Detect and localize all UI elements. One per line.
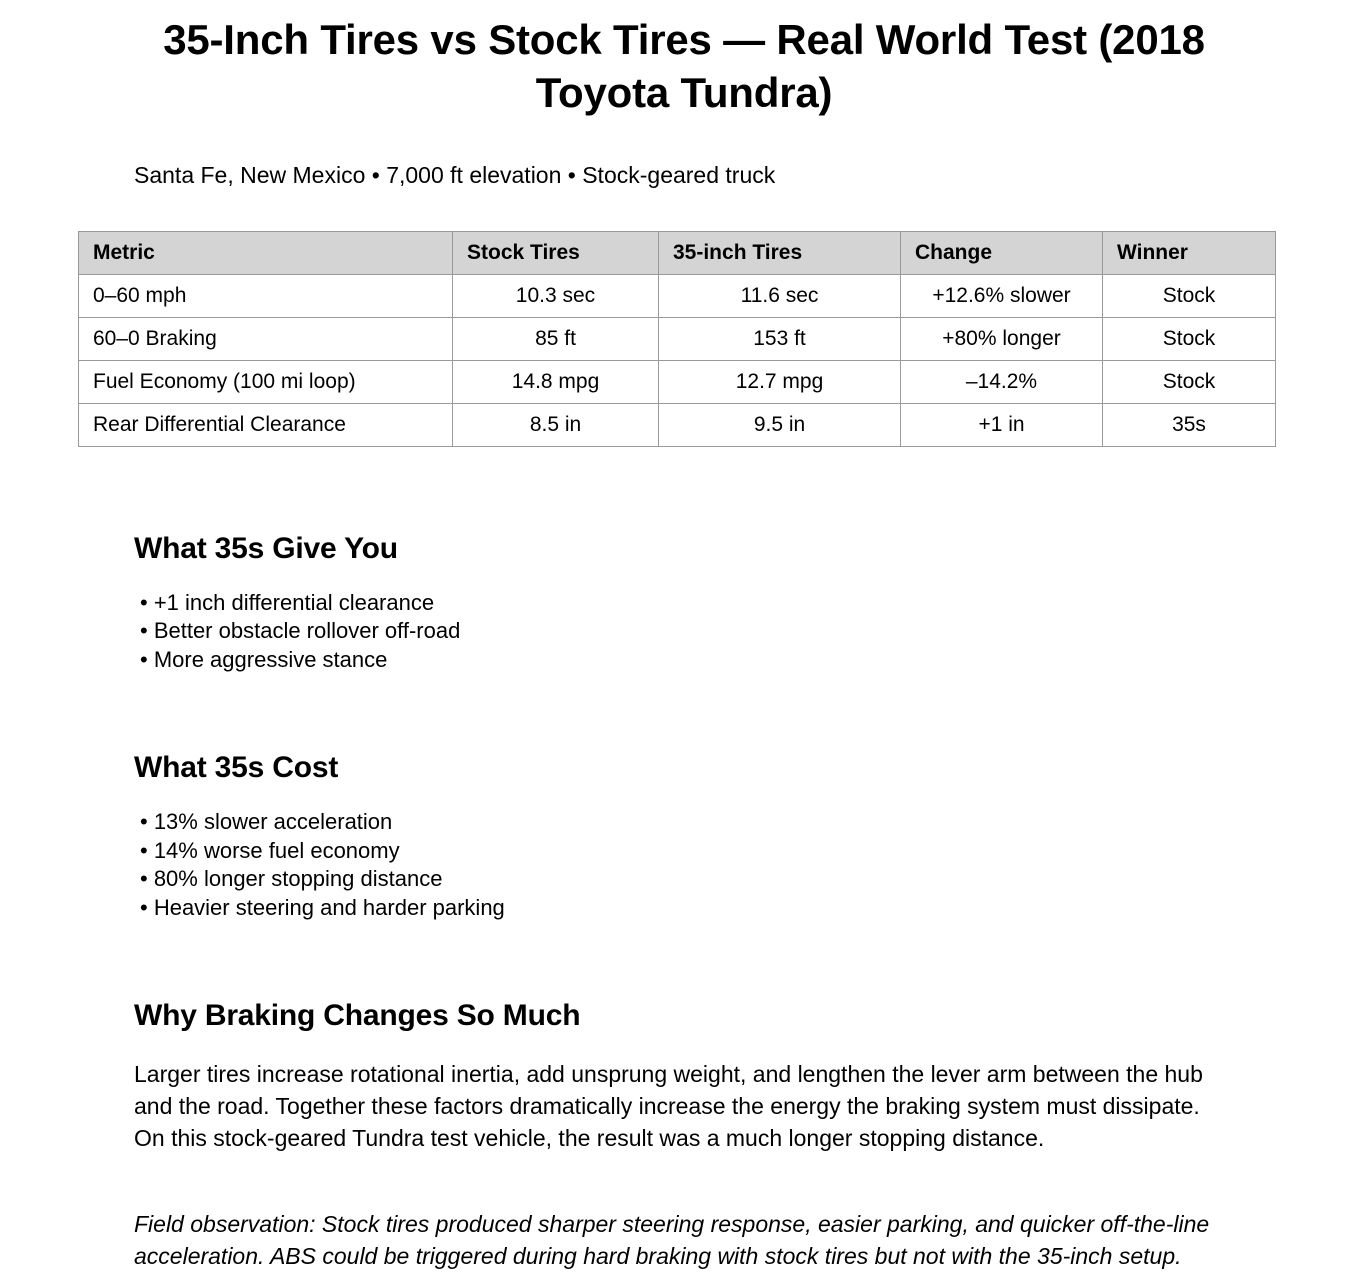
list-item: • 80% longer stopping distance [140, 866, 443, 892]
cell-stock: 10.3 sec [453, 274, 659, 317]
cell-winner: Stock [1103, 360, 1276, 403]
cell-change: –14.2% [901, 360, 1103, 403]
table-header-row [79, 231, 1276, 274]
table-row [79, 317, 1276, 360]
cell-stock: 85 ft [453, 317, 659, 360]
comparison-table [78, 231, 1276, 447]
comparison-table-container [0, 191, 1368, 447]
table-row [79, 274, 1276, 317]
section-why-braking-changes [0, 922, 1368, 1154]
cost-bullet-list [134, 808, 1228, 922]
cell-winner: Stock [1103, 274, 1276, 317]
table-row [79, 403, 1276, 446]
section-heading-cost: What 35s Cost [134, 751, 339, 785]
section-what-35s-cost [0, 674, 1368, 922]
column-header-stock: Stock Tires [453, 231, 659, 274]
column-header-metric: Metric [79, 231, 453, 274]
list-item: • Better obstacle rollover off-road [140, 618, 461, 644]
column-header-winner: Winner [1103, 231, 1276, 274]
table-row [79, 360, 1276, 403]
field-observation-note: Field observation: Stock tires produced sharper steering response, easier parking, and quicker off-the-line acceleration. ABS could be triggered during hard braking with stock tires but not with the 35-inch setup. [134, 1211, 1210, 1270]
section-heading-why: Why Braking Changes So Much [134, 999, 581, 1033]
cell-metric: 0–60 mph [79, 274, 453, 317]
cell-metric: Fuel Economy (100 mi loop) [79, 360, 453, 403]
section-what-35s-give-you [0, 447, 1368, 675]
cell-metric: Rear Differential Clearance [79, 403, 453, 446]
cell-35inch: 153 ft [659, 317, 901, 360]
list-item: • 14% worse fuel economy [140, 837, 400, 863]
list-item: • 13% slower acceleration [140, 809, 393, 835]
section-heading-give: What 35s Give You [134, 531, 398, 565]
table-body [79, 274, 1276, 446]
cell-35inch: 12.7 mpg [659, 360, 901, 403]
cell-winner: 35s [1103, 403, 1276, 446]
list-item: • Heavier steering and harder parking [140, 894, 505, 920]
why-braking-paragraph: Larger tires increase rotational inertia, add unsprung weight, and lengthen the lever arm between the hub and the road. Together these factors dramatically increase the energy the braking system must dissipate. On this stock-geared Tundra test vehicle, the result was a much longer stopping distance. [134, 1061, 1203, 1152]
document-subtitle: Santa Fe, New Mexico • 7,000 ft elevation • Stock-geared truck [134, 162, 776, 188]
cell-35inch: 9.5 in [659, 403, 901, 446]
cell-winner: Stock [1103, 317, 1276, 360]
cell-35inch: 11.6 sec [659, 274, 901, 317]
table-header [79, 231, 1276, 274]
cell-change: +1 in [901, 403, 1103, 446]
list-item: • +1 inch differential clearance [140, 589, 435, 615]
cell-change: +80% longer [901, 317, 1103, 360]
column-header-35inch: 35-inch Tires [659, 231, 901, 274]
list-item: • More aggressive stance [140, 646, 388, 672]
column-header-change: Change [901, 231, 1103, 274]
cell-metric: 60–0 Braking [79, 317, 453, 360]
give-bullet-list [134, 589, 1228, 675]
cell-change: +12.6% slower [901, 274, 1103, 317]
cell-stock: 8.5 in [453, 403, 659, 446]
page-title: 35-Inch Tires vs Stock Tires — Real World Test (2018 Toyota Tundra) [163, 16, 1205, 116]
cell-stock: 14.8 mpg [453, 360, 659, 403]
